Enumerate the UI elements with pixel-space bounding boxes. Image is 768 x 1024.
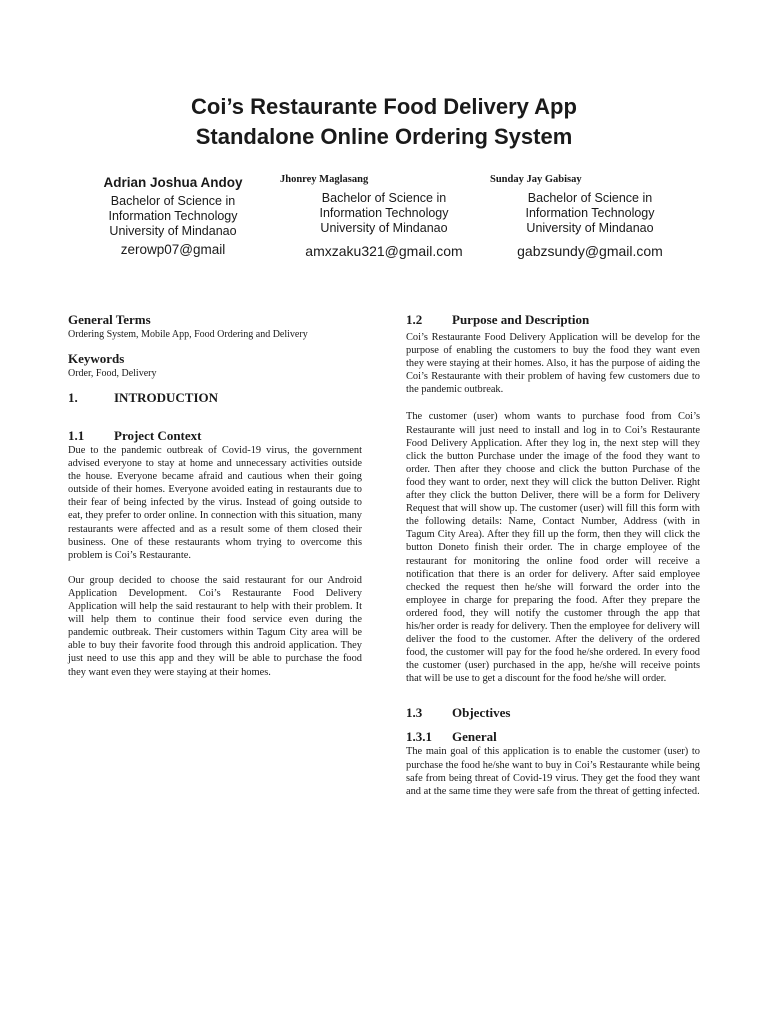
author-name: Jhonrey Maglasang	[280, 174, 369, 185]
section-title: Objectives	[452, 705, 511, 721]
title-line-2: Standalone Online Ordering System	[195, 124, 573, 149]
keywords-text: Order, Food, Delivery	[68, 368, 157, 379]
author-email: gabzsundy@gmail.com	[517, 243, 663, 259]
author-degree: Bachelor of Science in	[527, 191, 653, 205]
author-school: University of Mindanao	[320, 221, 448, 235]
section-title: Purpose and Description	[452, 312, 590, 327]
project-context-heading	[68, 428, 362, 444]
section-title: INTRODUCTION	[114, 390, 219, 405]
project-context-paragraph-2: Our group decided to choose the said restaurant for our Android Application Development. Coi’s Restaurante Food Delivery Application will help the said restaurant to help with their problem. It will help them to continue their food service even during the pandemic outbreak. Their customers within Tagum City area will be able to buy their favorite food through this android application. They just need to use this app and they will be able to purchase the food they want even they were staying at their homes.	[68, 574, 362, 678]
objectives-heading	[406, 705, 700, 721]
section-number: 1.3	[406, 705, 423, 721]
general-terms-heading: General Terms	[68, 312, 151, 327]
author-field: Information Technology	[108, 209, 238, 223]
author-degree: Bachelor of Science in	[321, 191, 447, 205]
author-block-1	[80, 174, 266, 259]
author-email: zerowp07@gmail	[120, 242, 226, 257]
paper-title	[0, 92, 768, 152]
author-school: University of Mindanao	[109, 224, 237, 238]
left-column	[68, 312, 362, 679]
section-number: 1.2	[406, 312, 423, 327]
general-terms-text: Ordering System, Mobile App, Food Ordering and Delivery	[68, 329, 308, 340]
introduction-heading	[68, 390, 362, 406]
author-degree: Bachelor of Science in	[110, 194, 236, 208]
section-title: Project Context	[114, 428, 202, 443]
title-line-1: Coi’s Restaurante Food Delivery App	[191, 94, 577, 119]
author-field: Information Technology	[319, 206, 449, 220]
author-block-3	[490, 173, 690, 260]
right-column	[406, 312, 700, 798]
purpose-heading	[406, 312, 700, 328]
author-school: University of Mindanao	[526, 221, 654, 235]
author-name: Adrian Joshua Andoy	[103, 175, 243, 190]
section-number: 1.	[68, 390, 78, 405]
author-email: amxzaku321@gmail.com	[305, 243, 463, 259]
section-number: 1.1	[68, 428, 85, 443]
project-context-paragraph-1: Due to the pandemic outbreak of Covid-19 virus, the government advised everyone to stay at home and unnecessary activities outside the house. Everyone became afraid and cautious when their going outside of their homes. Everyone avoided eating in restaurants due to their fear of being infected by the virus. Instead of going outside to eat, they prefer to order online. In connection with this situation, many restaurants were affected and as a result some of them closed their business. One of these restaurants whom trying to overcome this problem is Coi’s Restaurante.	[68, 445, 362, 561]
author-name: Sunday Jay Gabisay	[490, 174, 582, 185]
purpose-paragraph-1: Coi’s Restaurante Food Delivery Application will be develop for the purpose of enabling the customers to buy the food they want even they were staying at their homes. Also, it has the purpose of aiding the Coi’s Restaurante with their problem of having few customers due to the pandemic outbreak.	[406, 332, 700, 396]
general-objective-paragraph: The main goal of this application is to enable the customer (user) to purchase the food he/she want to buy in Coi’s Restaurante while being safe from being threat of Covid-19 virus. They get the food they want and at the same time they were safe from the threat of getting infected.	[406, 746, 700, 797]
keywords-heading: Keywords	[68, 351, 125, 366]
general-objective-heading	[406, 729, 700, 745]
section-title: General	[452, 729, 497, 745]
author-field: Information Technology	[525, 206, 655, 220]
author-block-2	[280, 173, 482, 260]
purpose-paragraph-2: The customer (user) whom wants to purchase food from Coi’s Restaurante will just need to install and log in to Coi’s Restaurante Food Delivery Application. After they log in, the next step will they click the button Purchase under the image of the food they want to order. Then after they choose and click the button Purchase of the food they want to order, next they will click the button Deliver. Right after they click the button Deliver, there will be a form for Delivery Request that will show up. The customer (user) will fill this form with the following details: Name, Contact Number, Address (with in Tagum City Area). After they fill up the form, then they will click the button Doneto finish their order. The in charge employee of the restaurant for monitoring the online food order will receive a notification that there is an order for delivery. After said employee checked the request then he/she will forward the order into the employee in charge for preparing the food. After they prepare the ordered food, they will notify the customer through the app that his/her order is ready for delivery. Then the employee for delivery will deliver the food to the customer. After the delivery of the ordered food, the customer will pay for the food he/she ordered. In every food the customer (user) purchased in the app, he/she will receive points that will be use to get a discount for the food he/she will order.	[406, 411, 700, 685]
section-number: 1.3.1	[406, 729, 432, 745]
